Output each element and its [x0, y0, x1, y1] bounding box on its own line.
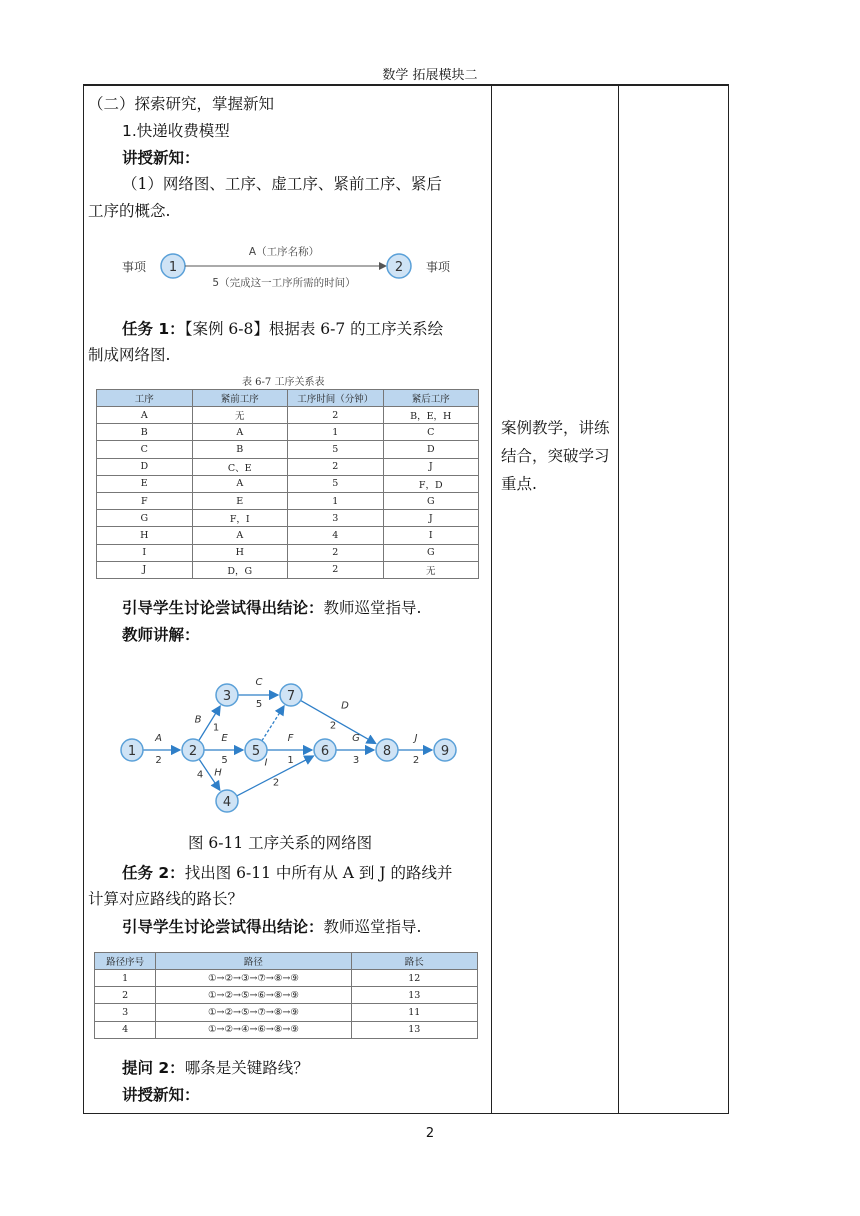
task1-line-1: 任务 1：【案例 6-8】根据表 6-7 的工序关系绘 — [122, 320, 444, 338]
event-node-2-label: 2 — [394, 260, 404, 275]
procedure-table-row — [97, 544, 479, 561]
edge-time-label: 2 — [272, 777, 280, 789]
network-node-label: 6 — [320, 744, 330, 759]
activity-name-label: A（工序名称） — [248, 246, 320, 258]
edge-name-label: B — [194, 714, 202, 726]
path-table-row — [95, 970, 478, 987]
procedure-table-cell: 无 — [383, 561, 479, 578]
procedure-table-cell: B，E，H — [383, 407, 479, 424]
procedure-table-cell: B — [97, 424, 193, 441]
path-table-cell: 12 — [351, 970, 477, 987]
procedure-table-cell: C、E — [192, 458, 288, 475]
network-node-label: 8 — [382, 744, 392, 759]
path-table-header-cell: 路径序号 — [95, 953, 156, 970]
procedure-table-cell: A — [192, 527, 288, 544]
procedure-table-cell: J — [97, 561, 193, 578]
procedure-table-cell: H — [97, 527, 193, 544]
procedure-table-cell: 4 — [288, 527, 384, 544]
procedure-table-header-cell: 紧后工序 — [383, 390, 479, 407]
side-note: 案例教学，讲练结合，突破学习重点. — [501, 419, 610, 493]
procedure-table-cell: 2 — [288, 407, 384, 424]
network-node-label: 1 — [127, 744, 137, 759]
path-table-cell: 11 — [351, 1004, 477, 1021]
path-table-header-cell: 路径 — [156, 953, 351, 970]
procedure-table-row — [97, 407, 479, 424]
column-divider — [618, 86, 619, 1113]
network-node-label: 2 — [188, 744, 198, 759]
procedure-table-row — [97, 492, 479, 509]
edge-time-label: 2 — [155, 755, 162, 766]
procedure-table-cell: J — [383, 458, 479, 475]
guide-line-1: 引导学生讨论尝试得出结论：教师巡堂指导. — [122, 599, 422, 617]
edge-time-label: 5 — [221, 755, 228, 766]
procedure-table-cell: A — [97, 407, 193, 424]
network-node-label: 9 — [440, 744, 450, 759]
guide-line-2: 引导学生讨论尝试得出结论：教师巡堂指导. — [122, 918, 422, 936]
edge-time-label: 4 — [196, 769, 204, 781]
procedure-table-row — [97, 458, 479, 475]
procedure-table — [96, 389, 479, 579]
procedure-table-cell: D — [97, 458, 193, 475]
event-left-label: 事项 — [122, 260, 147, 274]
edge-time-label: 5 — [255, 699, 263, 710]
procedure-table-row — [97, 424, 479, 441]
procedure-table-row — [97, 527, 479, 544]
path-table-row — [95, 987, 478, 1004]
procedure-table-cell: D — [383, 441, 479, 458]
procedure-table-cell: 2 — [288, 561, 384, 578]
question-2: 提问 2：哪条是关键路线？ — [122, 1059, 309, 1077]
path-table-cell: ①→②→④→⑥→⑧→⑨ — [156, 1021, 351, 1038]
column-divider — [491, 86, 492, 1113]
procedure-table-cell: F，D — [383, 475, 479, 492]
procedure-table-cell: J — [383, 510, 479, 527]
path-table-cell: 3 — [95, 1004, 156, 1021]
page-header: 数学 拓展模块二 — [382, 68, 478, 83]
edge-name-label: C — [255, 677, 263, 688]
lesson-table — [83, 84, 729, 1114]
procedure-table-cell: F — [97, 492, 193, 509]
procedure-table-cell: 2 — [288, 458, 384, 475]
page-number: 2 — [425, 1126, 435, 1141]
procedure-table-cell: B — [192, 441, 288, 458]
edge-D — [301, 700, 376, 743]
path-table-row — [95, 1004, 478, 1021]
teach-label: 讲授新知： — [122, 149, 200, 167]
edge-name-label: D — [341, 700, 349, 712]
procedure-table-header-cell: 紧前工序 — [192, 390, 288, 407]
path-table-cell: ①→②→③→⑦→⑧→⑨ — [156, 970, 351, 987]
procedure-table-cell: G — [97, 510, 193, 527]
path-table-cell: 13 — [351, 987, 477, 1004]
path-table-row — [95, 1021, 478, 1038]
procedure-table-row — [97, 561, 479, 578]
edge-name-label: H — [214, 767, 222, 779]
path-table-cell: ①→②→⑤→⑥→⑧→⑨ — [156, 987, 351, 1004]
edge-name-label: A — [155, 733, 162, 744]
procedure-table-cell: E — [192, 492, 288, 509]
teach-label-2: 讲授新知： — [122, 1086, 200, 1104]
edge-name-label: G — [352, 733, 360, 744]
concept-line-2: 工序的概念. — [88, 202, 171, 220]
edge-time-label: 1 — [212, 722, 220, 734]
task2-line-2: 计算对应路线的路长？ — [88, 890, 244, 908]
procedure-table-cell: C — [383, 424, 479, 441]
procedure-table-cell: D，G — [192, 561, 288, 578]
network-node-label: 4 — [222, 795, 232, 810]
event-node-1-label: 1 — [168, 260, 178, 275]
edge-name-label: E — [221, 733, 228, 744]
network-node-label: 5 — [251, 744, 261, 759]
procedure-table-row — [97, 510, 479, 527]
network-node-label: 7 — [286, 689, 296, 704]
procedure-table-cell: C — [97, 441, 193, 458]
edge-time-label: 3 — [352, 755, 360, 766]
path-table-cell: 2 — [95, 987, 156, 1004]
task2-line-1: 任务 2：找出图 6-11 中所有从 A 到 J 的路线并 — [122, 864, 453, 882]
figure-caption: 图 6-11 工序关系的网络图 — [188, 834, 373, 852]
procedure-table-cell: I — [97, 544, 193, 561]
edge-name-label: I — [264, 757, 268, 769]
path-table-cell: 1 — [95, 970, 156, 987]
path-table-header-cell: 路长 — [351, 953, 477, 970]
explain-label: 教师讲解： — [122, 626, 200, 644]
procedure-table-cell: 无 — [192, 407, 288, 424]
event-right-label: 事项 — [426, 260, 451, 274]
edge-I — [237, 756, 314, 796]
procedure-table-cell: F，I — [192, 510, 288, 527]
procedure-table-cell: A — [192, 424, 288, 441]
procedure-table-cell: G — [383, 492, 479, 509]
path-table — [94, 952, 478, 1039]
procedure-table-cell: G — [383, 544, 479, 561]
procedure-table-header-cell: 工序 — [97, 390, 193, 407]
procedure-table-cell: H — [192, 544, 288, 561]
procedure-table-cell: 5 — [288, 441, 384, 458]
procedure-table-row — [97, 475, 479, 492]
activity-time-label: 5（完成这一工序所需的时间） — [212, 277, 356, 289]
procedure-table-cell: 1 — [288, 492, 384, 509]
procedure-table-cell: 1 — [288, 424, 384, 441]
task1-line-2: 制成网络图. — [88, 346, 171, 364]
path-table-cell: ①→②→⑤→⑦→⑧→⑨ — [156, 1004, 351, 1021]
procedure-table-row — [97, 441, 479, 458]
edge-time-label: 2 — [329, 720, 337, 732]
table67-caption: 表 6-7 工序关系表 — [242, 377, 325, 388]
edge-name-label: F — [287, 733, 294, 744]
edge-time-label: 2 — [412, 755, 420, 766]
procedure-table-header-cell: 工序时间（分钟） — [288, 390, 384, 407]
procedure-table-cell: E — [97, 475, 193, 492]
procedure-table-cell: 5 — [288, 475, 384, 492]
concept-line-1: （1）网络图、工序、虚工序、紧前工序、紧后 — [122, 175, 442, 193]
path-table-cell: 4 — [95, 1021, 156, 1038]
edge-time-label: 1 — [287, 755, 294, 766]
procedure-table-cell: A — [192, 475, 288, 492]
subsection-title: 1.快递收费模型 — [122, 122, 230, 140]
network-node-label: 3 — [222, 689, 232, 704]
network-diagram — [114, 664, 464, 814]
event-diagram — [114, 240, 464, 292]
path-table-cell: 13 — [351, 1021, 477, 1038]
procedure-table-cell: I — [383, 527, 479, 544]
dummy-edge — [262, 706, 284, 741]
procedure-table-cell: 2 — [288, 544, 384, 561]
procedure-table-cell: 3 — [288, 510, 384, 527]
section-heading: （二）探索研究，掌握新知 — [88, 95, 275, 113]
edge-name-label: J — [414, 733, 418, 744]
